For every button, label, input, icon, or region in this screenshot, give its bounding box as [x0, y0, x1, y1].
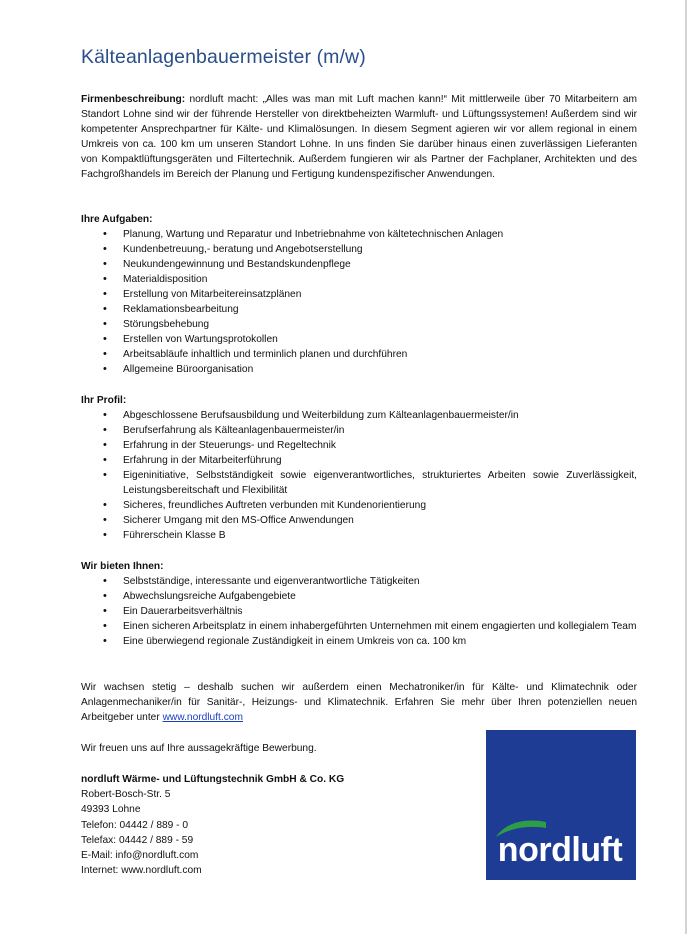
list-item: • Eigeninitiative, Selbstständigkeit sowie eigenverantwortliches, strukturiertes Arbeiten sowie Zuverlässigkeit, Leistungsbereitschaft und Flexibilität: [81, 468, 637, 498]
profile-list: [81, 408, 637, 543]
offer-list: [81, 574, 637, 649]
tasks-list: [81, 227, 637, 377]
contact-phone: Telefon: 04442 / 889 - 0: [81, 819, 189, 831]
nordluft-logo-graphic: [486, 730, 636, 880]
list-item: • Berufserfahrung als Kälteanlagenbauermeister/in: [81, 423, 637, 438]
list-item: • Störungsbehebung: [81, 317, 637, 332]
contact-fax: Telefax: 04442 / 889 - 59: [81, 834, 194, 846]
tasks-section: [81, 212, 637, 377]
contact-block: [81, 772, 441, 878]
growth-text: Wir wachsen stetig – deshalb suchen wir außerdem einen Mechatroniker/in für Kälte- und Klimatechnik oder Anlagenmechaniker/in für Sanitär-, Heizungs- und Klimatechnik. Erfahren Sie mehr über Ihren potenziellen neuen Arbeitgeber unter: [81, 682, 637, 723]
list-item: • Abgeschlossene Berufsausbildung und Weiterbildung zum Kälteanlagenbauermeister/in: [81, 408, 637, 423]
contact-city: 49393 Lohne: [81, 804, 141, 816]
profile-section: [81, 393, 637, 543]
list-item: • Eine überwiegend regionale Zuständigkeit in einem Umkreis von ca. 100 km: [81, 634, 637, 649]
page-title: Kälteanlagenbauermeister (m/w): [81, 46, 366, 68]
list-item: • Erfahrung in der Mitarbeiterführung: [81, 453, 637, 468]
profile-title: Ihr Profil:: [81, 395, 127, 406]
list-item: • Materialdisposition: [81, 272, 637, 287]
list-item: • Führerschein Klasse B: [81, 528, 637, 543]
list-item: • Sicheres, freundliches Auftreten verbunden mit Kundenorientierung: [81, 498, 637, 513]
company-description-label: Firmenbeschreibung:: [81, 94, 186, 105]
list-item: • Kundenbetreuung,- beratung und Angebotserstellung: [81, 242, 637, 257]
growth-paragraph: [81, 680, 637, 725]
closing-text: Wir freuen uns auf Ihre aussagekräftige Bewerbung.: [81, 743, 317, 754]
contact-internet: Internet: www.nordluft.com: [81, 865, 202, 877]
company-description-text: nordluft macht: „Alles was man mit Luft machen kann!“ Mit mittlerweile über 70 Mitarbeitern am Standort Lohne sind wir der führende Hersteller von direktbeheizten Warmluft- und Lüftungssystemen! Außerdem sind wir kompetenter Ansprechpartner für Kälte- und Klimalösungen. In diesem Segment agieren wir vor allem regional in einem Umkreis von ca. 100 km um unseren Standort Lohne. In uns finden Sie darüber hinaus einen zuverlässigen Lieferanten von Kompaktlüftungsgeräten und Filtertechnik. Außerdem fungieren wir als Partner der Fachplaner, Architekten und des Fachgroßhandels im Bereich der Planung und Fertigung kundenspezifischer Anwendungen.: [81, 94, 637, 180]
list-item: • Einen sicheren Arbeitsplatz in einem inhabergeführten Unternehmen mit einem engagierten und kollegialem Team: [81, 619, 637, 634]
contact-email: E-Mail: info@nordluft.com: [81, 850, 199, 862]
website-link[interactable]: www.nordluft.com: [162, 712, 243, 723]
list-item: • Ein Dauerarbeitsverhältnis: [81, 604, 637, 619]
list-item: • Erstellen von Wartungsprotokollen: [81, 332, 637, 347]
list-item: • Sicherer Umgang mit den MS-Office Anwendungen: [81, 513, 637, 528]
nordluft-logo: [486, 730, 636, 880]
list-item: • Arbeitsabläufe inhaltlich und terminlich planen und durchführen: [81, 347, 637, 362]
tasks-title: Ihre Aufgaben:: [81, 214, 153, 225]
offer-title: Wir bieten Ihnen:: [81, 561, 164, 572]
list-item: • Erstellung von Mitarbeitereinsatzplänen: [81, 287, 637, 302]
list-item: • Erfahrung in der Steuerungs- und Regeltechnik: [81, 438, 637, 453]
company-description: [81, 92, 637, 182]
list-item: • Selbstständige, interessante und eigenverantwortliche Tätigkeiten: [81, 574, 637, 589]
logo-text: nordluft: [497, 831, 623, 869]
list-item: • Planung, Wartung und Reparatur und Inbetriebnahme von kältetechnischen Anlagen: [81, 227, 637, 242]
list-item: • Abwechslungsreiche Aufgabengebiete: [81, 589, 637, 604]
contact-company: nordluft Wärme- und Lüftungstechnik GmbH & Co. KG: [81, 774, 345, 785]
list-item: • Reklamationsbearbeitung: [81, 302, 637, 317]
list-item: • Allgemeine Büroorganisation: [81, 362, 637, 377]
list-item: • Neukundengewinnung und Bestandskundenpflege: [81, 257, 637, 272]
contact-street: Robert-Bosch-Str. 5: [81, 789, 171, 801]
offer-section: [81, 559, 637, 649]
